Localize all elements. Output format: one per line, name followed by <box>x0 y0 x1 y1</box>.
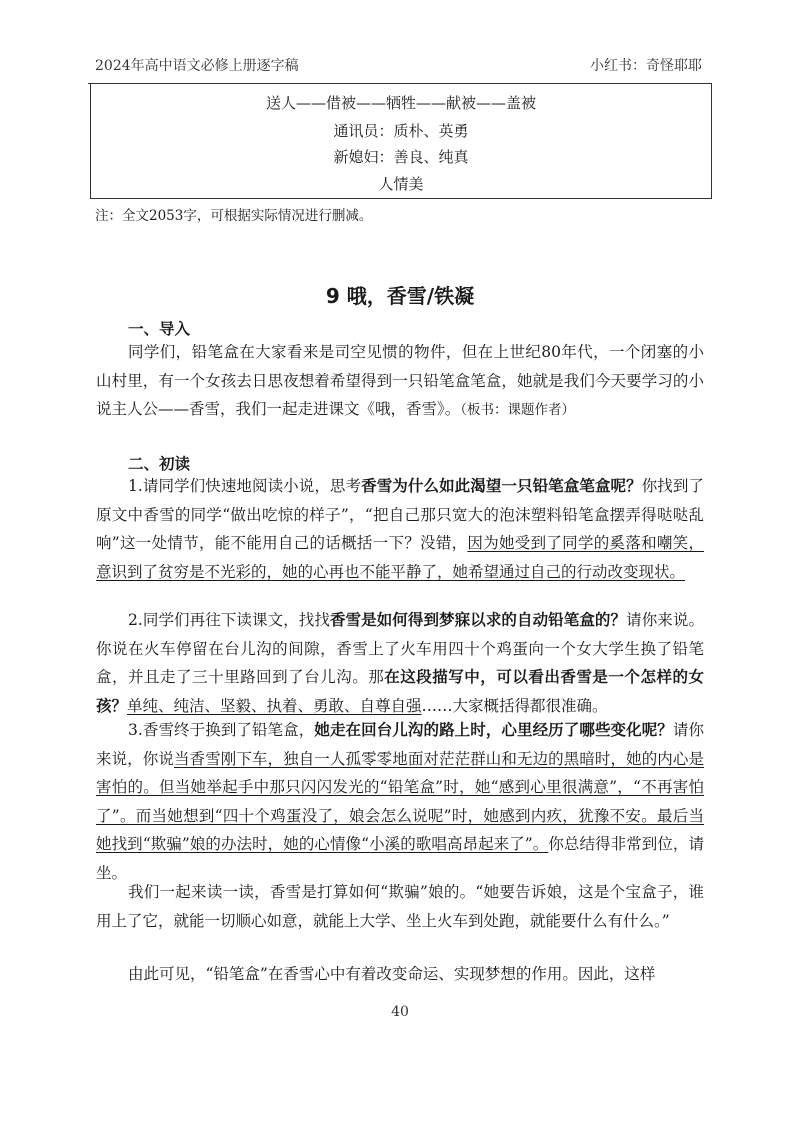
box-line-theme: 人情美 <box>378 175 424 193</box>
section-heading-intro: 一、导入 <box>128 320 191 338</box>
lesson-title: 9 哦，香雪/铁凝 <box>325 284 475 308</box>
section-heading-first-reading: 二、初读 <box>128 455 191 473</box>
paragraph-intro <box>96 338 704 425</box>
q3-text-a: 3.香雪终于换到了铅笔盒， <box>128 721 315 739</box>
paragraph-question-3 <box>96 716 704 888</box>
paragraph-question-2 <box>96 606 704 720</box>
page-number: 40 <box>391 1004 409 1020</box>
q2-text-c: ……大家概括得都很准确。 <box>421 696 608 715</box>
q3-text-b: 请你来说，你说 <box>96 721 704 768</box>
header-author: 小红书：奇怪耶耶 <box>590 58 702 74</box>
q3-text-c: 你总结得非常到位，请坐。 <box>96 835 704 882</box>
q1-underlined-answer: 因为她受到了同学的奚落和嘲笑，意识到了贫穷是不光彩的，她的心再也不能平静了，她希望通过自己的行动改变现状。 <box>96 534 704 581</box>
q1-bold-question: 香雪为什么如此渴望一只铅笔盒笔盒呢？ <box>361 477 642 495</box>
q3-bold-question: 她走在回台儿沟的路上时，心里经历了哪些变化呢？ <box>314 721 673 739</box>
q3-underlined-answer: 当香雪刚下车，独自一人孤零零地面对茫茫群山和无边的黑暗时，她的内心是害怕的。但当她举起手中那只闪闪发光的“铅笔盒”时，她“感到心里很满意”，“不再害怕了”。而当她想到“四十个鸡蛋没了，娘会怎么说呢”时，她感到内疚，犹豫不安。最后当她找到“欺骗”娘的办法时，她的心情像“小溪的歌唱高昂起来了”。 <box>96 749 704 854</box>
q2-underlined-answer: 单纯、纯洁、坚毅、执着、勇敢、自尊自强 <box>127 696 422 715</box>
word-count-note: 注：全文2053字，可根据实际情况进行删减。 <box>95 208 373 224</box>
paragraph-conclusion: 由此可见，“铅笔盒”在香雪心中有着改变命运、实现梦想的作用。因此，这样 <box>128 965 656 983</box>
q2-bold-question: 香雪是如何得到梦寐以求的自动铅笔盒的？ <box>329 611 627 629</box>
q2-text-b: 请你来说。你说在火车停留在台儿沟的间隙，香雪上了火车用四十个鸡蛋向一个女大学生换了铅笔盒，并且走了三十里路回到了台儿沟。那 <box>96 611 704 687</box>
q2-text-a: 2.同学们再往下读课文，找找 <box>128 611 330 629</box>
board-summary-box <box>90 84 712 199</box>
intro-board-note: （板书：课题作者） <box>460 402 576 419</box>
paragraph-reading-quote: 我们一起来读一读，香雪是打算如何“欺骗”娘的。“她要告诉娘，这是个宝盒子，谁用上了它，就能一切顺心如意，就能上大学、坐上火车到处跑，就能要什么有什么。” <box>96 883 704 930</box>
q2-bold-question-2: 在这段描写中，可以看出香雪是一个怎样的女孩？ <box>96 668 704 715</box>
box-line-messenger: 通讯员：质朴、英勇 <box>333 122 469 140</box>
box-line-plot: 送人——借被——牺牲——献被——盖被 <box>265 94 536 112</box>
box-line-bride: 新媳妇：善良、纯真 <box>333 148 469 166</box>
header-title: 2024年高中语文必修上册逐字稿 <box>95 58 299 74</box>
q1-text-b: 你找到了原文中香雪的同学“做出吃惊的样子”，“把自己那只宽大的泡沫塑料铅笔盒摆弄得哒哒乱响”这一处情节，能不能用自己的话概括一下？没错， <box>96 477 704 553</box>
paragraph-question-1 <box>96 472 704 586</box>
q1-text-a: 1.请同学们快速地阅读小说，思考 <box>128 477 362 495</box>
intro-text: 同学们，铅笔盒在大家看来是司空见惯的物件，但在上世纪80年代，一个闭塞的小山村里，有一个女孩去日思夜想着希望得到一只铅笔盒笔盒，她就是我们今天要学习的小说主人公——香雪，我们一起走进课文《哦，香雪》。 <box>96 343 704 419</box>
